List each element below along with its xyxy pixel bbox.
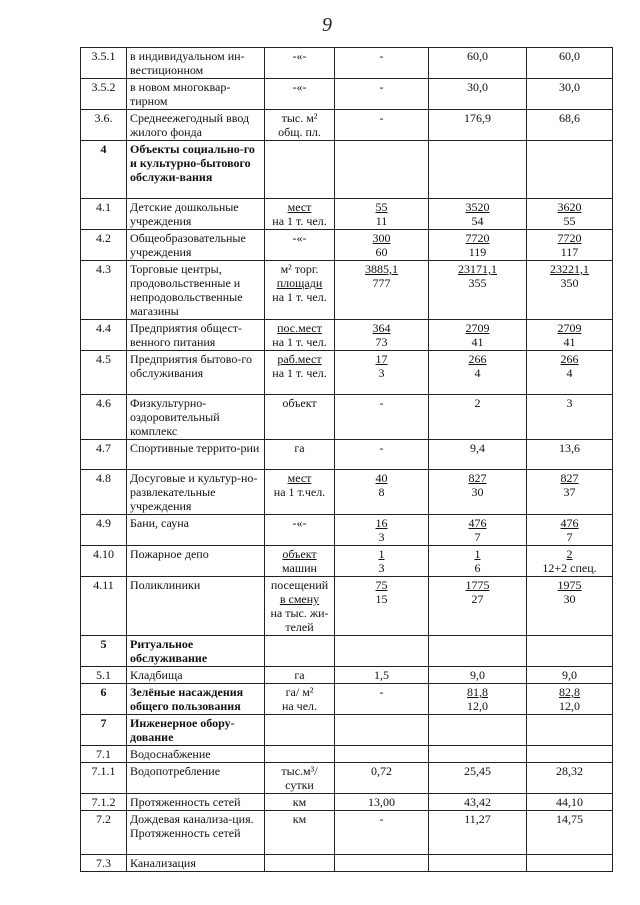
value-cell — [335, 230, 429, 261]
unit-line: тыс.м³/ — [281, 764, 318, 778]
value-cell: 25,45 — [429, 763, 527, 794]
value-cell: 30,0 — [429, 79, 527, 110]
value-cell: - — [335, 48, 429, 79]
row-name: Поликлиники — [127, 577, 265, 636]
value-top: 3885,1 — [365, 262, 398, 276]
value-cell: 0,72 — [335, 763, 429, 794]
row-name: Водопотребление — [127, 763, 265, 794]
value-cell — [527, 546, 613, 577]
unit-line: общ. пл. — [278, 125, 321, 139]
value-top: 266 — [560, 352, 579, 366]
row-name: Объекты социально-го и культурно-бытового обслужи-вания — [127, 141, 265, 199]
value-cell — [335, 261, 429, 320]
value-cell — [429, 261, 527, 320]
table-row — [81, 395, 613, 440]
table-row — [81, 48, 613, 79]
value-bottom: 73 — [375, 335, 388, 349]
row-number: 5.1 — [81, 667, 127, 684]
row-unit — [265, 261, 335, 320]
value-cell — [429, 470, 527, 515]
value-cell: - — [335, 79, 429, 110]
value-bottom: 12+2 спец. — [542, 561, 597, 575]
row-number: 4.4 — [81, 320, 127, 351]
value-top: 3620 — [557, 200, 582, 214]
row-unit — [265, 546, 335, 577]
value-top: 2 — [566, 547, 573, 561]
unit-line: объект — [282, 547, 317, 561]
row-number: 3.6. — [81, 110, 127, 141]
section-row — [81, 636, 613, 667]
value-bottom: 12,0 — [559, 699, 580, 713]
value-bottom: 350 — [560, 276, 579, 290]
row-number: 4.5 — [81, 351, 127, 395]
row-unit: -«- — [265, 230, 335, 261]
row-number: 7.1.1 — [81, 763, 127, 794]
value-bottom: 7 — [566, 530, 573, 544]
unit-line: в смену — [279, 592, 320, 606]
value-top: 81,8 — [467, 685, 488, 699]
value-cell — [429, 199, 527, 230]
unit-line: раб.мест — [277, 352, 322, 366]
value-bottom: 119 — [468, 245, 487, 259]
table-row — [81, 320, 613, 351]
unit-line: на тыс. жи-телей — [270, 606, 329, 634]
value-cell: 9,4 — [429, 440, 527, 470]
row-name: Детские дошкольные учреждения — [127, 199, 265, 230]
value-cell: 1,5 — [335, 667, 429, 684]
value-top: 2709 — [557, 321, 582, 335]
value-cell: 30,0 — [527, 79, 613, 110]
table-row — [81, 230, 613, 261]
value-top: 2709 — [465, 321, 490, 335]
row-name: Дождевая канализа-ция. Протяженность сетей — [127, 811, 265, 855]
row-unit: га — [265, 440, 335, 470]
value-cell — [429, 230, 527, 261]
row-name: Предприятия бытово-го обслуживания — [127, 351, 265, 395]
row-unit: -«- — [265, 48, 335, 79]
unit-line: мест — [287, 200, 312, 214]
row-number: 7.2 — [81, 811, 127, 855]
table-row — [81, 79, 613, 110]
value-cell — [527, 470, 613, 515]
value-top: 7720 — [465, 231, 490, 245]
unit-line: мест — [287, 471, 312, 485]
value-bottom: 27 — [471, 592, 484, 606]
table-row — [81, 546, 613, 577]
value-bottom: 55 — [563, 214, 576, 228]
value-cell — [527, 577, 613, 636]
table-row — [81, 746, 613, 763]
value-cell: - — [335, 811, 429, 855]
row-name: Протяженность сетей — [127, 794, 265, 811]
table-row — [81, 763, 613, 794]
value-top: 40 — [375, 471, 388, 485]
row-unit — [265, 470, 335, 515]
value-cell: 43,42 — [429, 794, 527, 811]
value-cell — [527, 320, 613, 351]
value-top: 364 — [372, 321, 391, 335]
value-top: 23171,1 — [458, 262, 497, 276]
row-number: 4.9 — [81, 515, 127, 546]
unit-line: площади — [276, 276, 323, 290]
unit-line: на чел. — [281, 699, 318, 713]
row-number: 4 — [81, 141, 127, 199]
value-cell — [527, 199, 613, 230]
value-cell — [335, 320, 429, 351]
table-row — [81, 811, 613, 855]
value-cell: - — [335, 440, 429, 470]
table-row — [81, 261, 613, 320]
row-number: 4.3 — [81, 261, 127, 320]
value-top: 476 — [560, 516, 579, 530]
row-number: 7.3 — [81, 855, 127, 872]
unit-line: на 1 т. чел. — [272, 366, 327, 380]
section-row — [81, 141, 613, 199]
row-name: Ритуальное обслуживание — [127, 636, 265, 667]
row-name: Среднеежегодный ввод жилого фонда — [127, 110, 265, 141]
row-unit: -«- — [265, 515, 335, 546]
value-cell: 11,27 — [429, 811, 527, 855]
value-top: 17 — [375, 352, 388, 366]
value-cell: 60,0 — [527, 48, 613, 79]
value-cell — [335, 546, 429, 577]
value-top: 16 — [375, 516, 388, 530]
value-bottom: 37 — [563, 485, 576, 499]
row-name: Кладбища — [127, 667, 265, 684]
row-number: 7.1.2 — [81, 794, 127, 811]
value-cell: - — [335, 110, 429, 141]
value-cell: 9,0 — [429, 667, 527, 684]
row-unit: -«- — [265, 79, 335, 110]
unit-line: на 1 т. чел. — [272, 290, 327, 304]
value-top: 3520 — [465, 200, 490, 214]
table-row — [81, 440, 613, 470]
value-cell — [429, 351, 527, 395]
value-top: 1975 — [557, 578, 582, 592]
table-row — [81, 515, 613, 546]
indicators-table — [80, 47, 613, 872]
value-cell: 28,32 — [527, 763, 613, 794]
value-cell — [335, 351, 429, 395]
value-cell: 13,00 — [335, 794, 429, 811]
row-name: Торговые центры, продовольственные и непродовольственные магазины — [127, 261, 265, 320]
row-unit: объект — [265, 395, 335, 440]
value-cell: 176,9 — [429, 110, 527, 141]
value-top: 7720 — [557, 231, 582, 245]
row-number: 3.5.1 — [81, 48, 127, 79]
value-cell — [335, 199, 429, 230]
value-cell: 68,6 — [527, 110, 613, 141]
row-number: 7.1 — [81, 746, 127, 763]
row-unit: км — [265, 811, 335, 855]
value-top: 1775 — [465, 578, 490, 592]
row-name: Спортивные террито-рии — [127, 440, 265, 470]
row-number: 4.8 — [81, 470, 127, 515]
section-row — [81, 684, 613, 715]
table-row — [81, 667, 613, 684]
value-cell: - — [335, 395, 429, 440]
unit-line: машин — [282, 561, 317, 575]
row-unit — [265, 320, 335, 351]
value-top: 1 — [378, 547, 385, 561]
value-bottom: 8 — [378, 485, 385, 499]
row-unit — [265, 110, 335, 141]
row-name: в индивидуальном ин-вестиционном — [127, 48, 265, 79]
value-cell — [527, 515, 613, 546]
value-bottom: 12,0 — [467, 699, 488, 713]
value-top: 1 — [474, 547, 481, 561]
value-cell — [429, 515, 527, 546]
value-cell — [429, 577, 527, 636]
value-bottom: 3 — [378, 561, 385, 575]
value-cell — [527, 684, 613, 715]
value-cell: 60,0 — [429, 48, 527, 79]
value-cell — [527, 230, 613, 261]
row-number: 4.7 — [81, 440, 127, 470]
value-bottom: 777 — [372, 276, 391, 290]
row-unit — [265, 684, 335, 715]
value-cell — [335, 515, 429, 546]
row-name: Досуговые и культур-но-развлекательные учреждения — [127, 470, 265, 515]
value-top: 300 — [372, 231, 391, 245]
row-unit: га — [265, 667, 335, 684]
value-cell: - — [335, 684, 429, 715]
row-number: 4.1 — [81, 199, 127, 230]
value-cell: 13,6 — [527, 440, 613, 470]
value-cell — [429, 546, 527, 577]
row-name: Водоснабжение — [127, 746, 265, 763]
unit-line: на 1 т.чел. — [273, 485, 326, 499]
unit-line: на 1 т. чел. — [272, 335, 327, 349]
value-top: 82,8 — [559, 685, 580, 699]
row-name: Общеобразовательные учреждения — [127, 230, 265, 261]
value-bottom: 3 — [378, 530, 385, 544]
unit-line: на 1 т. чел. — [272, 214, 327, 228]
row-number: 4.10 — [81, 546, 127, 577]
value-bottom: 15 — [375, 592, 388, 606]
value-cell: 9,0 — [527, 667, 613, 684]
value-cell — [527, 261, 613, 320]
value-top: 476 — [468, 516, 487, 530]
value-bottom: 3 — [378, 366, 385, 380]
value-top: 75 — [375, 578, 388, 592]
value-cell — [335, 470, 429, 515]
value-top: 23221,1 — [550, 262, 589, 276]
row-name: Канализация — [127, 855, 265, 872]
page-number: 9 — [322, 14, 332, 36]
table-row — [81, 577, 613, 636]
row-name: Бани, сауна — [127, 515, 265, 546]
value-bottom: 41 — [563, 335, 576, 349]
value-bottom: 4 — [566, 366, 573, 380]
unit-line: га/ м² — [285, 685, 314, 699]
value-bottom: 6 — [474, 561, 481, 575]
table-row — [81, 351, 613, 395]
value-cell: 44,10 — [527, 794, 613, 811]
unit-line: сутки — [285, 778, 314, 792]
row-number: 7 — [81, 715, 127, 746]
row-name: Пожарное депо — [127, 546, 265, 577]
value-top: 827 — [468, 471, 487, 485]
value-cell: 14,75 — [527, 811, 613, 855]
value-top: 55 — [375, 200, 388, 214]
value-bottom: 30 — [471, 485, 484, 499]
value-bottom: 7 — [474, 530, 481, 544]
value-bottom: 11 — [375, 214, 388, 228]
row-unit — [265, 577, 335, 636]
row-unit — [265, 199, 335, 230]
section-row — [81, 715, 613, 746]
unit-line: тыс. м² — [281, 111, 318, 125]
unit-line: посещений — [270, 578, 329, 592]
row-number: 5 — [81, 636, 127, 667]
table-row — [81, 199, 613, 230]
row-name: Зелёные насаждения общего пользования — [127, 684, 265, 715]
row-unit: км — [265, 794, 335, 811]
value-bottom: 355 — [468, 276, 487, 290]
row-number: 4.2 — [81, 230, 127, 261]
value-cell — [429, 320, 527, 351]
row-number: 6 — [81, 684, 127, 715]
value-bottom: 60 — [375, 245, 388, 259]
value-bottom: 54 — [471, 214, 484, 228]
row-unit — [265, 351, 335, 395]
row-name: Предприятия общест-венного питания — [127, 320, 265, 351]
table-row — [81, 110, 613, 141]
value-bottom: 41 — [471, 335, 484, 349]
value-cell: 2 — [429, 395, 527, 440]
row-number: 4.6 — [81, 395, 127, 440]
value-cell — [335, 577, 429, 636]
row-name: в новом многоквар-тирном — [127, 79, 265, 110]
value-cell: 3 — [527, 395, 613, 440]
unit-line: м² торг. — [280, 262, 319, 276]
value-top: 827 — [560, 471, 579, 485]
row-unit — [265, 763, 335, 794]
value-top: 266 — [468, 352, 487, 366]
table-row — [81, 794, 613, 811]
table-row — [81, 470, 613, 515]
unit-line: пос.мест — [277, 321, 322, 335]
row-name: Инженерное обору-дование — [127, 715, 265, 746]
row-number: 4.11 — [81, 577, 127, 636]
value-cell — [527, 351, 613, 395]
row-number: 3.5.2 — [81, 79, 127, 110]
row-name: Физкультурно-оздоровительный комплекс — [127, 395, 265, 440]
value-bottom: 30 — [563, 592, 576, 606]
value-cell — [429, 684, 527, 715]
table-row — [81, 855, 613, 872]
value-bottom: 117 — [560, 245, 579, 259]
value-bottom: 4 — [474, 366, 481, 380]
